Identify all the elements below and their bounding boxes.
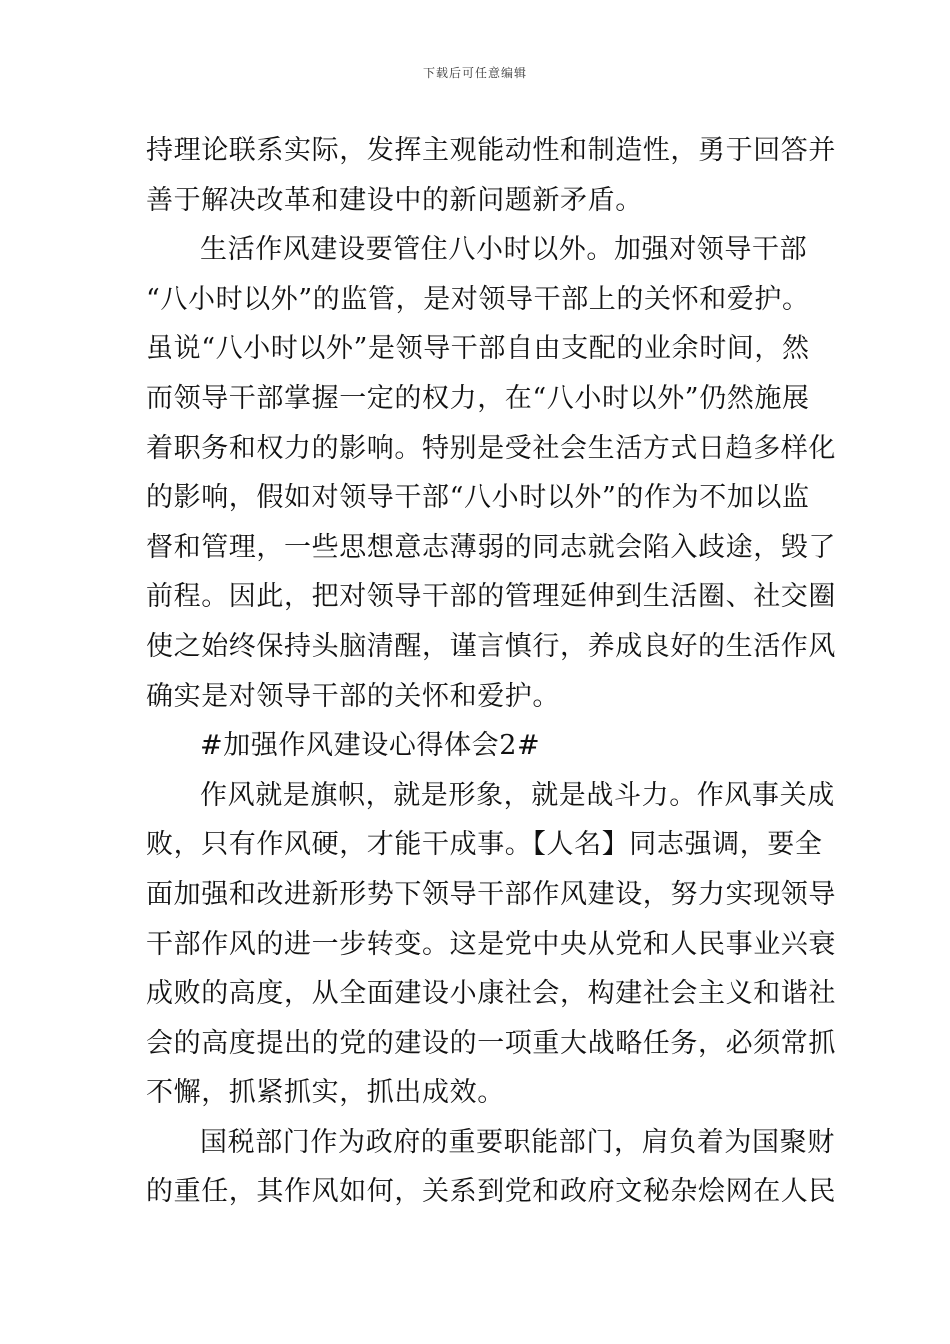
text-line: 成败的高度，从全面建设小康社会，构建社会主义和谐社: [146, 978, 836, 1010]
text-line: 面加强和改进新形势下领导干部作风建设，努力实现领导: [146, 878, 836, 910]
text-line: 的重任，其作风如何，关系到党和政府文秘杂烩网在人民: [146, 1176, 836, 1208]
text-line: 持理论联系实际，发挥主观能动性和制造性，勇于回答并: [146, 135, 836, 166]
text-line: 的影响，假如对领导干部“八小时以外”的作为不加以监: [146, 482, 810, 514]
section-heading: #加强作风建设心得体会2#: [200, 730, 541, 762]
text-line: 生活作风建设要管住八小时以外。加强对领导干部: [200, 234, 808, 266]
text-line: 确实是对领导干部的关怀和爱护。: [146, 680, 560, 712]
document-body: [146, 126, 836, 1217]
text-line: 使之始终保持头脑清醒，谨言慎行，养成良好的生活作风: [146, 630, 836, 662]
text-line: 虽说“八小时以外”是领导干部自由支配的业余时间，然: [146, 333, 810, 365]
text-line: 督和管理，一些思想意志薄弱的同志就会陷入歧途，毁了: [146, 531, 836, 563]
text-line: 国税部门作为政府的重要职能部门，肩负着为国聚财: [200, 1126, 835, 1158]
text-line: “八小时以外”的监管，是对领导干部上的关怀和爱护。: [146, 283, 810, 315]
text-line: 不懈，抓紧抓实，抓出成效。: [146, 1077, 505, 1109]
text-line: 前程。因此，把对领导干部的管理延伸到生活圈、社交圈: [146, 581, 836, 613]
page-header-note: 下载后可任意编辑: [422, 66, 527, 80]
text-line: 善于解决改革和建设中的新问题新矛盾。: [146, 184, 643, 216]
text-line: 着职务和权力的影响。特别是受社会生活方式日趋多样化: [146, 432, 836, 464]
text-line: 干部作风的进一步转变。这是党中央从党和人民事业兴衰: [146, 928, 836, 960]
text-line: 而领导干部掌握一定的权力，在“八小时以外”仍然施展: [146, 382, 810, 414]
text-line: 败，只有作风硬，才能干成事。【人名】同志强调，要全: [146, 829, 823, 861]
text-line: 作风就是旗帜，就是形象，就是战斗力。作风事关成: [200, 779, 835, 811]
text-line: 会的高度提出的党的建设的一项重大战略任务，必须常抓: [146, 1027, 836, 1059]
